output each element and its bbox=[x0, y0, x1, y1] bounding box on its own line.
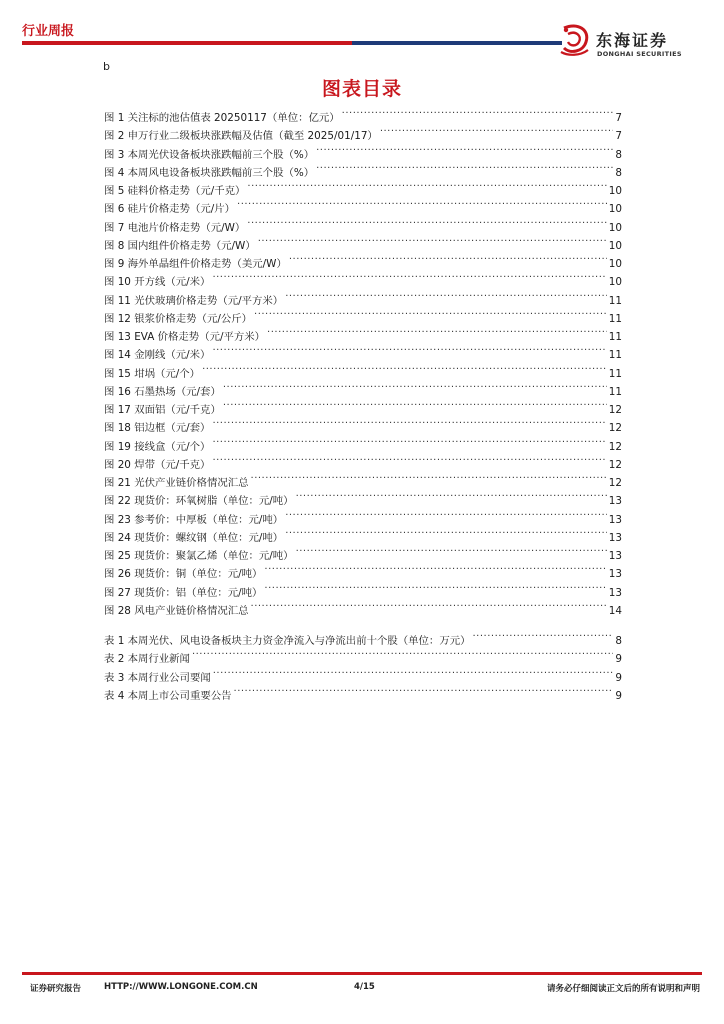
toc-dot-leader bbox=[212, 450, 606, 468]
toc-dot-leader bbox=[316, 140, 613, 158]
toc-entry-label: 图 19 接线盒（元/个） bbox=[104, 440, 211, 453]
toc-entry-label: 图 6 硅片价格走势（元/片） bbox=[104, 203, 236, 216]
footer-rule bbox=[22, 972, 702, 975]
toc-entry-page: 7 bbox=[615, 112, 622, 124]
toc-entry-page: 13 bbox=[608, 550, 622, 562]
toc-entry-label: 图 14 金刚线（元/米） bbox=[104, 349, 211, 362]
toc-entry[interactable] bbox=[104, 626, 622, 647]
toc-entry-page: 11 bbox=[608, 385, 622, 398]
toc-entry-page: 11 bbox=[608, 367, 622, 380]
logo-chinese-name: 东海证券 bbox=[596, 31, 669, 50]
footer-website-link[interactable]: HTTP://WWW.LONGONE.COM.CN bbox=[104, 982, 258, 992]
toc-entry-label: 图 21 光伏产业链价格情况汇总 bbox=[104, 477, 249, 489]
toc-entry-page: 10 bbox=[608, 185, 622, 197]
toc-entry-label: 图 27 现货价：铝（单位：元/吨） bbox=[104, 586, 263, 599]
logo-emblem-icon bbox=[558, 22, 592, 58]
toc-entry-label: 图 11 光伏玻璃价格走势（元/平方米） bbox=[104, 294, 284, 307]
toc-dot-leader bbox=[237, 194, 607, 212]
stray-character: b bbox=[103, 60, 110, 73]
toc-entry-label: 图 17 双面铝（元/千克） bbox=[104, 404, 221, 416]
toc-title: 图表目录 bbox=[321, 78, 402, 100]
toc-dot-leader bbox=[202, 359, 607, 377]
toc-dot-leader bbox=[247, 176, 606, 194]
toc-dot-leader bbox=[264, 559, 606, 577]
toc-entry-label: 表 1 本周光伏、风电设备板块主力资金净流入与净流出前十个股（单位：万元） bbox=[104, 635, 471, 647]
toc-entry-label: 图 26 现货价：铜（单位：元/吨） bbox=[104, 568, 263, 581]
toc-entry-page: 8 bbox=[615, 148, 622, 161]
toc-entry-page: 11 bbox=[608, 312, 622, 325]
toc-entry-page: 10 bbox=[608, 276, 622, 289]
toc-entry-page: 12 bbox=[608, 404, 622, 416]
toc-entry-label: 图 23 参考价：中厚板（单位：元/吨） bbox=[104, 513, 284, 526]
toc-dot-leader bbox=[247, 213, 606, 231]
toc-dot-leader bbox=[251, 596, 607, 614]
toc-entry-label: 图 9 海外单晶组件价格走势（美元/W） bbox=[104, 258, 287, 270]
report-type-tag: 行业周报 bbox=[22, 24, 75, 39]
header-rule-navy bbox=[352, 41, 562, 45]
toc-dot-leader bbox=[258, 231, 607, 249]
toc-dot-leader bbox=[342, 103, 614, 121]
toc-entry-label: 图 10 开方线（元/米） bbox=[104, 276, 211, 289]
toc-entry-page: 12 bbox=[608, 422, 622, 435]
toc-entry-label: 图 13 EVA 价格走势（元/平方米） bbox=[104, 331, 266, 343]
toc-entry-page: 7 bbox=[615, 130, 622, 143]
toc-dot-leader bbox=[316, 158, 613, 176]
toc-entry-label: 图 28 风电产业链价格情况汇总 bbox=[104, 604, 249, 617]
toc-dot-leader bbox=[223, 395, 607, 413]
toc-dot-leader bbox=[267, 322, 607, 340]
footer-report-label: 证券研究报告 bbox=[30, 984, 82, 994]
toc-entry-page: 10 bbox=[608, 221, 622, 234]
toc-dot-leader bbox=[296, 541, 607, 559]
toc-dot-leader bbox=[251, 468, 607, 486]
toc-dot-leader bbox=[213, 663, 614, 681]
toc-entry-label: 图 7 电池片价格走势（元/W） bbox=[104, 221, 246, 234]
toc-entry-page: 10 bbox=[608, 239, 622, 252]
toc-dot-leader bbox=[473, 626, 614, 644]
toc-entry-page: 13 bbox=[608, 513, 622, 526]
toc-entry-label: 表 4 本周上市公司重要公告 bbox=[104, 689, 232, 702]
logo-english-name: DONGHAI SECURITIES bbox=[597, 50, 682, 58]
toc-dot-leader bbox=[234, 681, 614, 699]
toc-entry-label: 图 3 本周光伏设备板块涨跌幅前三个股（%） bbox=[104, 148, 315, 161]
toc-entry-label: 图 22 现货价：环氧树脂（单位：元/吨） bbox=[104, 495, 294, 508]
toc-entry-page: 12 bbox=[608, 440, 622, 453]
footer-disclaimer: 请务必仔细阅读正文后的所有说明和声明 bbox=[546, 984, 700, 994]
toc-entry-page: 13 bbox=[608, 586, 622, 599]
toc-entry-page: 8 bbox=[615, 166, 622, 179]
header-rule-red bbox=[22, 41, 352, 45]
toc-dot-leader bbox=[212, 267, 606, 285]
toc-entry-label: 图 1 关注标的池估值表 20250117（单位：亿元） bbox=[104, 112, 340, 124]
toc-entry-page: 13 bbox=[608, 495, 622, 508]
toc-entry-page: 8 bbox=[615, 635, 622, 647]
footer-page-number: 4/15 bbox=[354, 982, 375, 992]
toc-dot-leader bbox=[285, 505, 607, 523]
toc-dot-leader bbox=[296, 486, 607, 504]
toc-entry-page: 9 bbox=[615, 689, 622, 702]
toc-entry-label: 图 20 焊带（元/千克） bbox=[104, 458, 211, 471]
toc-dot-leader bbox=[285, 523, 607, 541]
toc-dot-leader bbox=[223, 377, 607, 395]
toc-entry-page: 13 bbox=[608, 531, 622, 544]
toc-dot-leader bbox=[192, 644, 613, 662]
toc-entry-page: 11 bbox=[608, 349, 622, 362]
toc-entry-page: 9 bbox=[615, 671, 622, 684]
toc-entry-label: 图 4 本周风电设备板块涨跌幅前三个股（%） bbox=[104, 166, 315, 179]
toc-dot-leader bbox=[212, 413, 606, 431]
toc-dot-leader bbox=[254, 304, 607, 322]
toc-entry-page: 12 bbox=[608, 477, 622, 489]
toc-list bbox=[104, 103, 622, 702]
toc-dot-leader bbox=[212, 432, 606, 450]
toc-entry-label: 图 2 申万行业二级板块涨跌幅及估值（截至 2025/01/17） bbox=[104, 130, 378, 143]
toc-entry-label: 图 24 现货价：螺纹钢（单位：元/吨） bbox=[104, 531, 284, 544]
toc-dot-leader bbox=[212, 340, 606, 358]
toc-entry-label: 图 16 石墨热场（元/套） bbox=[104, 385, 221, 398]
toc-entry-page: 9 bbox=[615, 653, 622, 666]
toc-entry-label: 图 8 国内组件价格走势（元/W） bbox=[104, 239, 256, 252]
toc-entry-label: 图 25 现货价：聚氯乙烯（单位：元/吨） bbox=[104, 550, 294, 562]
toc-dot-leader bbox=[285, 286, 607, 304]
toc-entry-label: 图 12 银浆价格走势（元/公斤） bbox=[104, 312, 253, 325]
toc-dot-leader bbox=[289, 249, 607, 267]
toc-entry-label: 图 15 坩埚（元/个） bbox=[104, 367, 201, 380]
toc-entry-label: 表 3 本周行业公司要闻 bbox=[104, 671, 211, 684]
toc-entry-page: 12 bbox=[608, 458, 622, 471]
company-logo bbox=[558, 22, 708, 62]
toc-dot-leader bbox=[380, 121, 614, 139]
toc-entry-label: 表 2 本周行业新闻 bbox=[104, 653, 190, 666]
toc-entry-page: 11 bbox=[608, 331, 622, 343]
toc-entry-label: 图 5 硅料价格走势（元/千克） bbox=[104, 185, 246, 197]
toc-entry-page: 10 bbox=[608, 203, 622, 216]
toc-dot-leader bbox=[264, 578, 606, 596]
toc-entry[interactable] bbox=[104, 103, 622, 124]
toc-entry-page: 11 bbox=[608, 294, 622, 307]
toc-entry-page: 14 bbox=[608, 604, 622, 617]
toc-entry-label: 图 18 铝边框（元/套） bbox=[104, 422, 211, 435]
toc-entry-page: 10 bbox=[608, 258, 622, 270]
toc-entry-page: 13 bbox=[608, 568, 622, 581]
